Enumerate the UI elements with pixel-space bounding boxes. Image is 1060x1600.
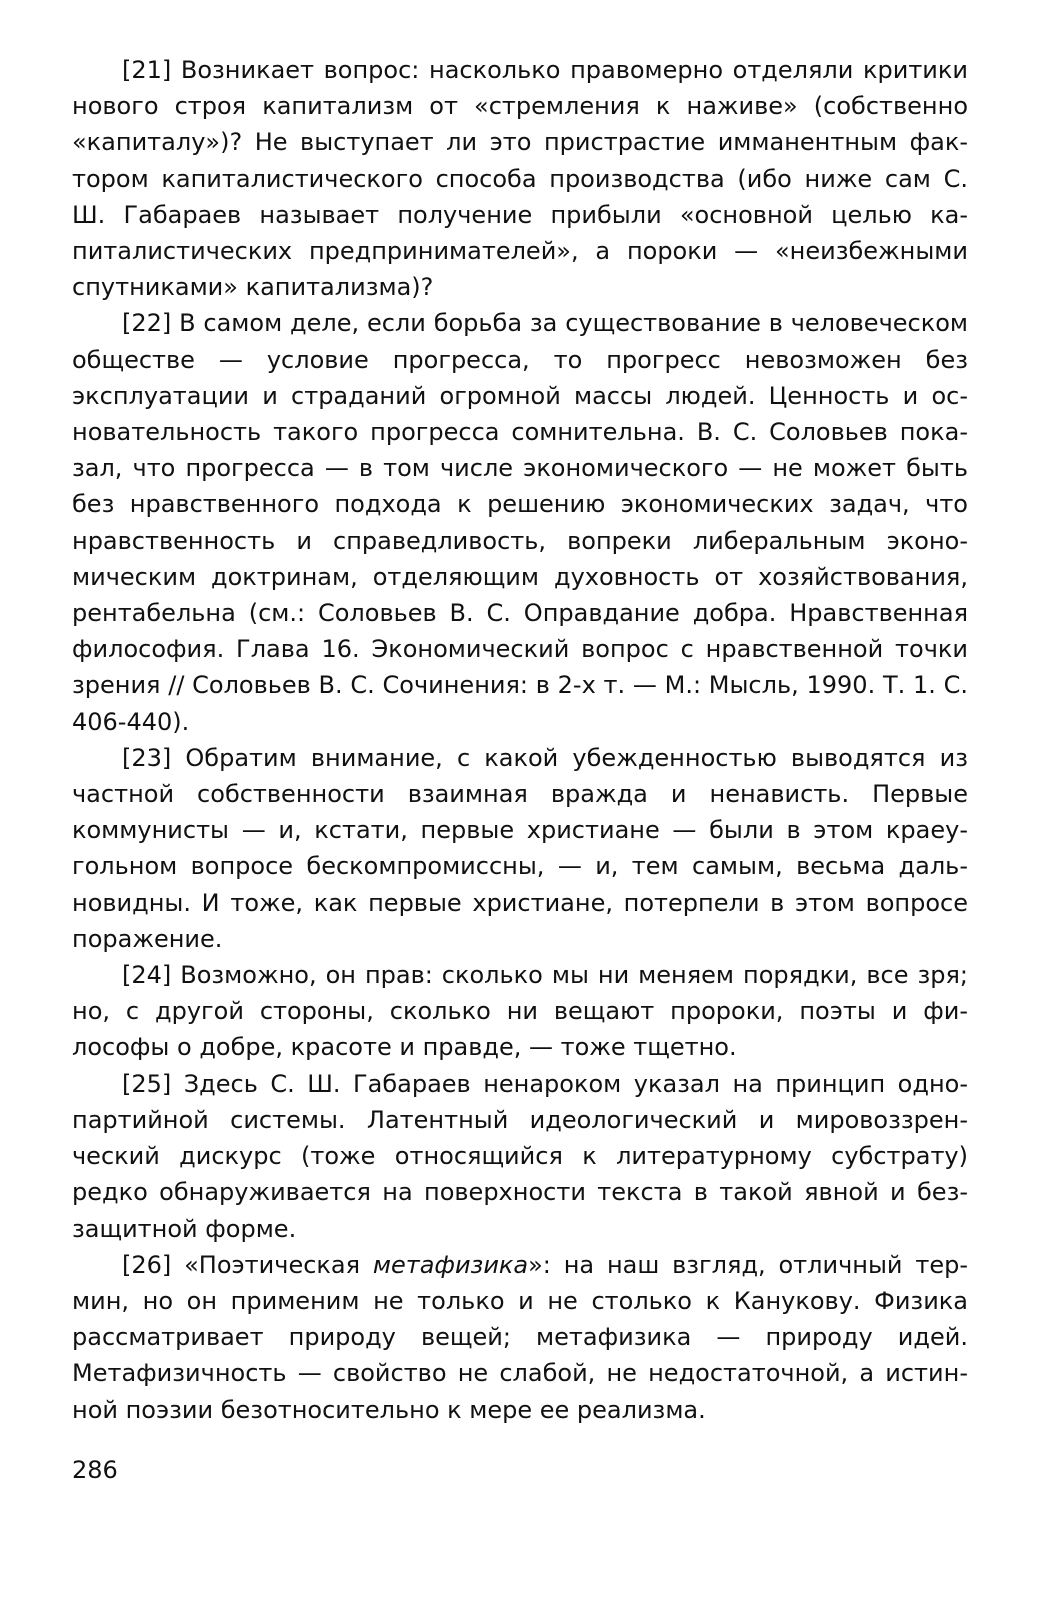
paragraph-26-lead: [26] «Поэтическая (122, 1250, 373, 1279)
paragraph-23: [23] Обратим внимание, с какой убежденностью выводятся из частной собственности взаимная вражда и ненависть. Первые коммунисты — и, кстати, первые христиане — были в этом краеугольном вопросе бескомпромиссны, — и, тем самым, весьма дальновидны. И тоже, как первые христиане, потерпели в этом вопросе поражение. (72, 743, 968, 953)
paragraph-21: [21] Возникает вопрос: насколько правомерно отделяли критики нового строя капитализм от «стремления к наживе» (собственно «капиталу»)? Не выступает ли это пристрастие имманентным фактором капиталистического способа производства (ибо ниже сам С. Ш. Габараев называет получение прибыли «основной целью капиталистических предпринимателей», а пороки — «неизбежными спутниками» капитализма)? (72, 56, 968, 302)
paragraph-24: [24] Возможно, он прав: сколько мы ни меняем порядки, все зря; но, с другой стороны, сколько ни вещают пророки, поэты и философы о добре, красоте и правде, — тоже тщетно. (72, 961, 968, 1062)
paragraph-25: [25] Здесь С. Ш. Габараев ненароком указал на принцип однопартийной системы. Латентный идеологический и мировоззренческий дискурс (тоже относящийся к литературному субстрату) редко обнаруживается на поверхности текста в такой явной и беззащитной форме. (72, 1069, 968, 1243)
paragraph-22: [22] В самом деле, если борьба за существование в человеческом обществе — условие прогресса, то прогресс невозможен без эксплуатации и страданий огромной массы людей. Ценность и основательность такого прогресса сомнительна. В. С. Соловьев показал, что прогресса — в том числе экономического — не может быть без нравственного подхода к решению экономических задач, что нравственность и справедливость, вопреки либеральным экономическим доктринам, отделяющим духовность от хозяйствования, рентабельна (см.: Соловьев В. С. Оправдание добра. Нравственная философия. Глава 16. Экономический вопрос с нравственной точки зрения // Соловьев В. С. Сочинения: в 2-х т. — М.: Мысль, 1990. Т. 1. С. 406-440). (72, 309, 968, 736)
paragraph-26-emphasis: метафизика (372, 1250, 529, 1279)
paragraph-26 (72, 1247, 968, 1428)
book-page (72, 52, 968, 1552)
page-number: 286 (72, 1456, 118, 1484)
paragraph-26-rest: »: на наш взгляд, отличный термин, но он применим не только и не столько к Канукову. Физика рассматривает природу вещей; метафизика — природу идей. Метафизичность — свойство не слабой, не недостаточной, а истинной поэзии безотносительно к мере ее реализма. (72, 1250, 968, 1424)
